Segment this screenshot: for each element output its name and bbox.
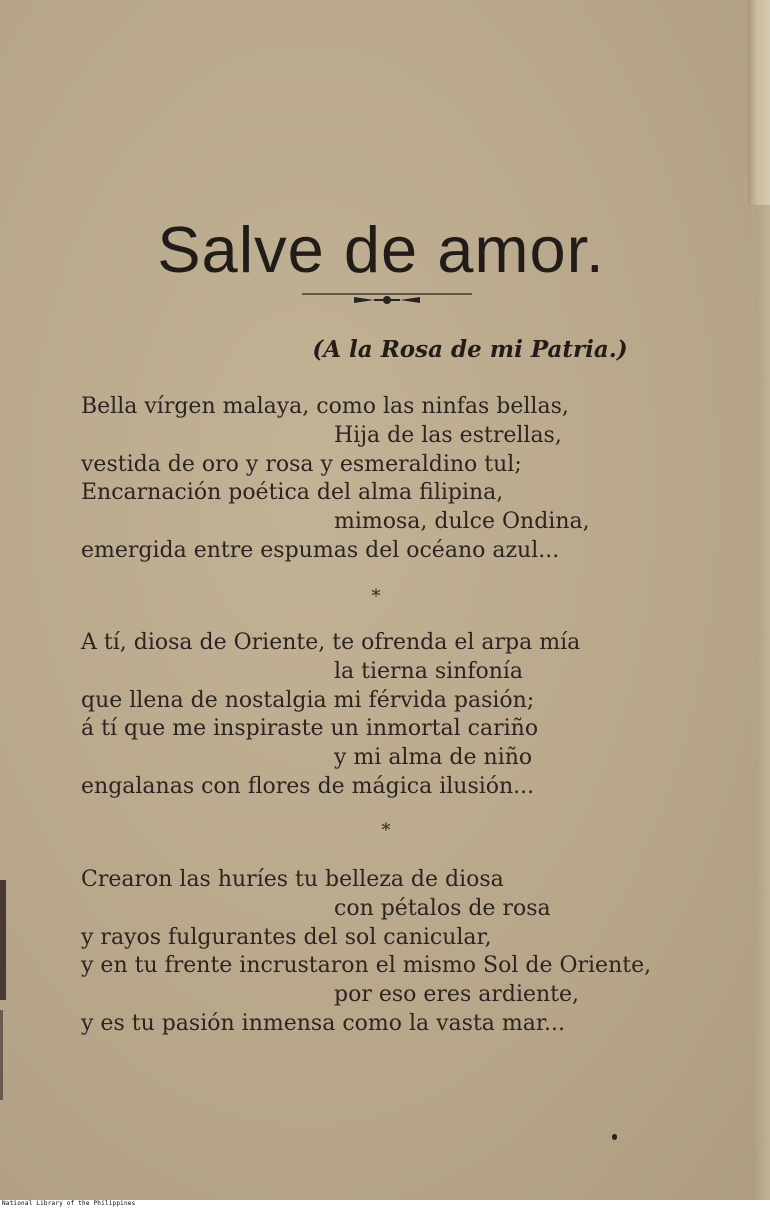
verse-line: la tierna sinfonía [334,658,524,684]
poem-title: Salve de amor. [157,213,605,286]
verse-line: Encarnación poética del alma filipina, [81,480,504,506]
verse-line: mimosa, dulce Ondina, [334,509,590,535]
dedication: (A la Rosa de mi Patria.) [312,336,628,363]
verse-line: Bella vírgen malaya, como las ninfas bellas, [81,394,569,419]
verse-line: Crearon las huríes tu belleza de diosa [81,867,504,892]
verse-line: engalanas con flores de mágica ilusión... [81,773,535,799]
stanza-separator: * [371,586,381,607]
verse-line: emergida entre espumas del océano azul... [81,537,560,563]
verse-line: y mi alma de niño [334,745,533,771]
ink-dot [612,1134,617,1140]
verse-line: que llena de nostalgia mi férvida pasión; [81,687,535,713]
stanza-1 [81,393,721,566]
stanza-3 [81,866,721,1039]
verse-line: y en tu frente incrustaron el mismo Sol de Oriente, [81,953,652,979]
verse-line: y es tu pasión inmensa como la vasta mar... [81,1010,565,1036]
verse-line: vestida de oro y rosa y esmeraldino tul; [81,451,522,477]
verse-line: á tí que me inspiraste un inmortal cariño [81,716,539,742]
verse-line: por eso eres ardiente, [334,982,580,1008]
page-edge [748,0,770,205]
binding-mark-lower [0,1010,3,1100]
stanza-2 [81,629,721,802]
title-ornament [302,288,472,306]
footer-credit: National Library of the Philippines [2,1200,136,1207]
verse-line: con pétalos de rosa [334,895,551,921]
verse-line: Hija de las estrellas, [334,422,562,448]
binding-mark [0,880,6,1000]
stanza-separator: * [381,820,391,841]
verse-line: y rayos fulgurantes del sol canicular, [81,924,492,950]
verse-line: A tí, diosa de Oriente, te ofrenda el arpa mía [81,630,581,655]
